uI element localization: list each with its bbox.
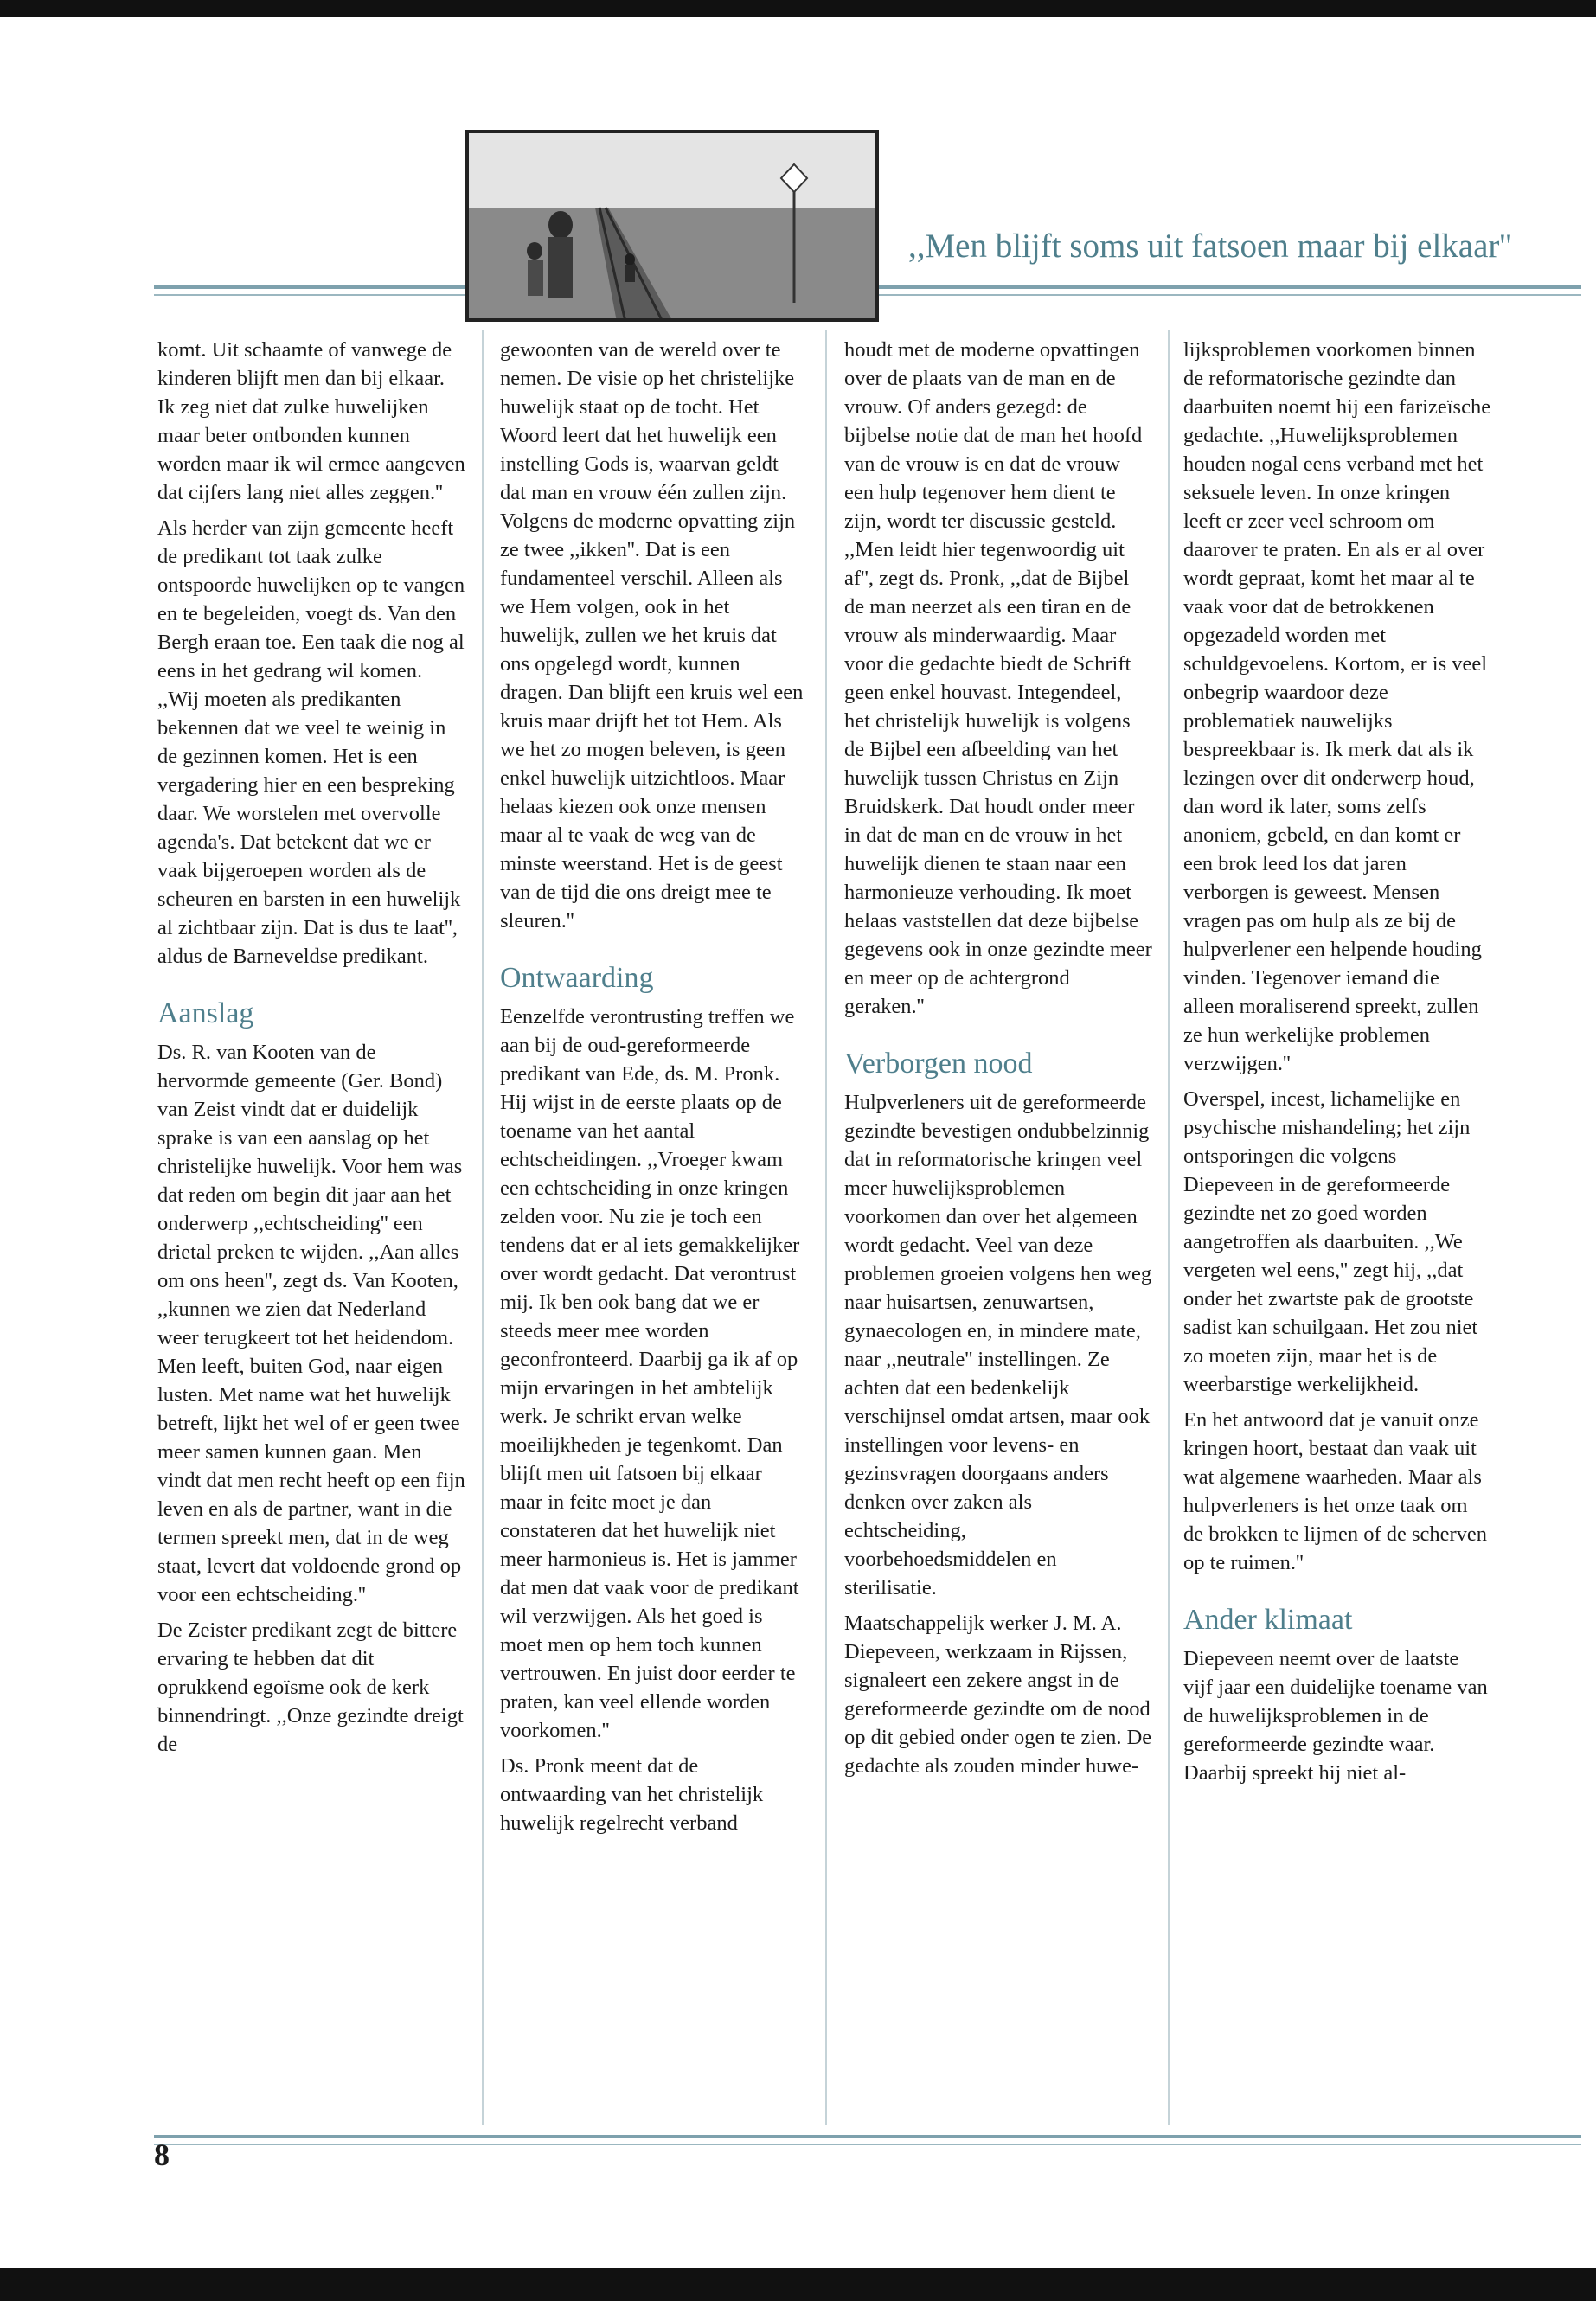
top-border: [0, 0, 1596, 17]
paragraph: gewoonten van de wereld over te nemen. De visie op het christelijke huwelijk staat op de tocht. Het Woord leert dat het huwelijk een instelling Gods is, waarvan geldt dat man en vrouw één zullen zijn. Volgens de moderne opvatting zijn ze twee ,,ikken''. Dat is een fundamenteel verschil. Alleen als we Hem volgen, ook in het huwelijk, zullen we het kruis dat ons opgelegd wordt, kunnen dragen. Dan blijft een kruis wel een kruis maar drijft het tot Hem. Als we het zo mogen beleven, is geen enkel huwelijk uitzichtloos. Maar helaas kiezen ook onze mensen maar al te vaak de weg van de minste weerstand. Het is de geest van de tijd die ons dreigt mee te sleuren.'': [500, 338, 804, 933]
paragraph: Als herder van zijn gemeente heeft de predikant tot taak zulke ontspoorde huwelijken op te vangen en te begeleiden, voegt ds. Van den Bergh eraan toe. Een taak die nog al eens in het gedrang wil komen. ,,Wij moeten als predikanten bekennen dat we veel te weinig in de gezinnen komen. Het is een vergadering hier en een bespreking daar. We worstelen met overvolle agenda's. Dat betekent dat we er vaak bijgeroepen worden als de scheuren en barsten in een huwelijk al zichtbaar zijn. Dat is dus te laat'', aldus de Barneveldse predikant.: [157, 516, 465, 968]
header-rule: [154, 285, 465, 289]
paragraph: Eenzelfde verontrusting treffen we aan bij de oud-gereformeerde predikant van Ede, ds. M. Pronk. Hij wijst in de eerste plaats op de toename van het aantal echtscheidingen. ,,Vroeger kwam een echtscheiding in onze kringen zelden voor. Nu zie je toch een tendens dat er al iets gemakkelijker over wordt gedacht. Dat verontrust mij. Ik ben ook bang dat we er steeds meer mee worden geconfronteerd. Daarbij ga ik af op mijn ervaringen in het ambtelijk werk. Je schrikt ervan welke moeilijkheden je tegenkomt. Dan blijft men uit fatsoen bij elkaar maar in feite moet je dan constateren dat het huwelijk niet meer harmonieus is. Het is jammer dat men dat vaak voor de predikant wil verzwijgen. Als het goed is moet men op hem toch kunnen vertrouwen. En juist door eerder te praten, kan veel ellende worden voorkomen.'': [500, 1005, 800, 1742]
section-heading: Ander klimaat: [1183, 1604, 1353, 1636]
paragraph: Overspel, incest, lichamelijke en psychische mishandeling; het zijn ontsporingen die volgens Diepeveen in de gereformeerde gezindte net zo goed worden aangetroffen als daarbuiten. ,,We vergeten wel eens,'' zegt hij, ,,dat onder het zwartste pak de grootste sadist kan schuilgaan. Het zou niet zo moeten zijn, maar het is de weerbarstige werkelijkheid.: [1183, 1087, 1478, 1396]
article-photo: [465, 130, 879, 322]
header-rule-thin: [154, 294, 465, 296]
section-heading: Ontwaarding: [500, 962, 654, 994]
paragraph: Diepeveen neemt over de laatste vijf jaar een duidelijke toename van de huwelijksproblemen in de gereformeerde gezindte waar. Daarbij spreekt hij niet al-: [1183, 1647, 1488, 1785]
footer-rule: [154, 2135, 1581, 2138]
paragraph: lijksproblemen voorkomen binnen de reformatorische gezindte dan daarbuiten noemt hij een farizeïsche gedachte. ,,Huwelijksproblemen houden nogal eens verband met het seksuele leven. In onze kringen leeft er zeer veel schroom om daarover te praten. En als er al over wordt gepraat, komt het maar al te vaak voor dat de betrokkenen opgezadeld worden met schuldgevoelens. Kortom, er is veel onbegrip waardoor deze problematiek nauwelijks bespreekbaar is. Ik merk dat als ik lezingen over dit onderwerp houd, dan word ik later, soms zelfs anoniem, gebeld, en dan komt er een brok leed los dat jaren verborgen is geweest. Mensen vragen pas om hulp als ze bij de hulpverlener een helpende houding vinden. Tegenover iemand die alleen moraliserend spreekt, zullen ze hun werkelijke problemen verzwijgen.'': [1183, 338, 1491, 1075]
paragraph: Maatschappelijk werker J. M. A. Diepeveen, werkzaam in Rijssen, signaleert een zekere angst in de gereformeerde gezindte om de nood op dit gebied onder ogen te zien. De gedachte als zouden minder huwe-: [844, 1612, 1152, 1778]
paragraph: De Zeister predikant zegt de bittere ervaring te hebben dat dit oprukkend egoïsme ook de kerk binnendringt. ,,Onze gezindte dreigt de: [157, 1618, 464, 1756]
footer-rule-thin: [154, 2144, 1581, 2145]
header-rule-right-thin: [879, 294, 1581, 296]
bottom-border: [0, 2268, 1596, 2301]
page-number: 8: [154, 2138, 170, 2172]
railway-photo-illustration: [465, 130, 879, 322]
article-column-2: [500, 336, 806, 1844]
article-column-4: [1183, 336, 1491, 1794]
section-heading: Verborgen nood: [844, 1048, 1033, 1080]
section-heading: Aanslag: [157, 997, 254, 1029]
column-divider: [825, 330, 827, 2125]
header-rule-right: [879, 285, 1581, 289]
article-headline: ,,Men blijft soms uit fatsoen maar bij elkaar'': [908, 228, 1512, 265]
paragraph: Ds. Pronk meent dat de ontwaarding van het christelijk huwelijk regelrecht verband: [500, 1754, 764, 1835]
article-column-1: [157, 336, 465, 1766]
article-column-3: [844, 336, 1152, 1787]
paragraph: Ds. R. van Kooten van de hervormde gemeente (Ger. Bond) van Zeist vindt dat er duidelijk sprake is van een aanslag op het christelijke huwelijk. Voor hem was dat reden om begin dit jaar aan het onderwerp ,,echtscheiding'' een drietal preken te wijden. ,,Aan alles om ons heen'', zegt ds. Van Kooten, ,,kunnen we zien dat Nederland weer terugkeert tot het heidendom. Men leeft, buiten God, naar eigen lusten. Met name wat het huwelijk betreft, lijkt het wel of er geen twee meer samen kunnen gaan. Men vindt dat men recht heeft op een fijn leven en als de partner, want in die termen spreekt men, dat in de weg staat, levert dat voldoende grond op voor een echtscheiding.'': [157, 1041, 465, 1606]
column-divider: [482, 330, 484, 2125]
paragraph: Hulpverleners uit de gereformeerde gezindte bevestigen ondubbelzinnig dat in reformatorische kringen veel meer huwelijksproblemen voorkomen dan over het algemeen wordt gedacht. Veel van deze problemen groeien volgens hen weg naar huisartsen, zenuwartsen, gynaecologen en, in mindere mate, naar ,,neutrale'' instellingen. Ze achten dat een bedenkelijk verschijnsel omdat artsen, maar ook instellingen voor levens- en gezinsvragen doorgaans anders denken over zaken als echtscheiding, voorbehoedsmiddelen en sterilisatie.: [844, 1091, 1152, 1599]
paragraph: komt. Uit schaamte of vanwege de kinderen blijft men dan bij elkaar. Ik zeg niet dat zulke huwelijken maar beter ontbonden kunnen worden maar ik wil ermee aangeven dat cijfers lang niet alles zeggen.'': [157, 338, 465, 504]
paragraph: En het antwoord dat je vanuit onze kringen hoort, bestaat dan vaak uit wat algemene waarheden. Maar als hulpverleners is het onze taak om de brokken te lijmen of de scherven op te ruimen.'': [1183, 1408, 1488, 1574]
paragraph: houdt met de moderne opvattingen over de plaats van de man en de vrouw. Of anders gezegd: de bijbelse notie dat de man het hoofd van de vrouw is en dat de vrouw een hulp tegenover hem dient te zijn, wordt ter discussie gesteld. ,,Men leidt hier tegenwoordig uit af'', zegt ds. Pronk, ,,dat de Bijbel de man neerzet als een tiran en de vrouw als minderwaardig. Maar voor die gedachte biedt de Schrift geen enkel houvast. Integendeel, het christelijk huwelijk is volgens de Bijbel een afbeelding van het huwelijk tussen Christus en Zijn Bruidskerk. Dat houdt onder meer in dat de man en de vrouw in het huwelijk dienen te staan naar een harmonieuze verhouding. Ik moet helaas vaststellen dat deze bijbelse gegevens ook in onze gezindte meer en meer op de achtergrond geraken.'': [844, 338, 1152, 1018]
column-divider: [1168, 330, 1170, 2125]
